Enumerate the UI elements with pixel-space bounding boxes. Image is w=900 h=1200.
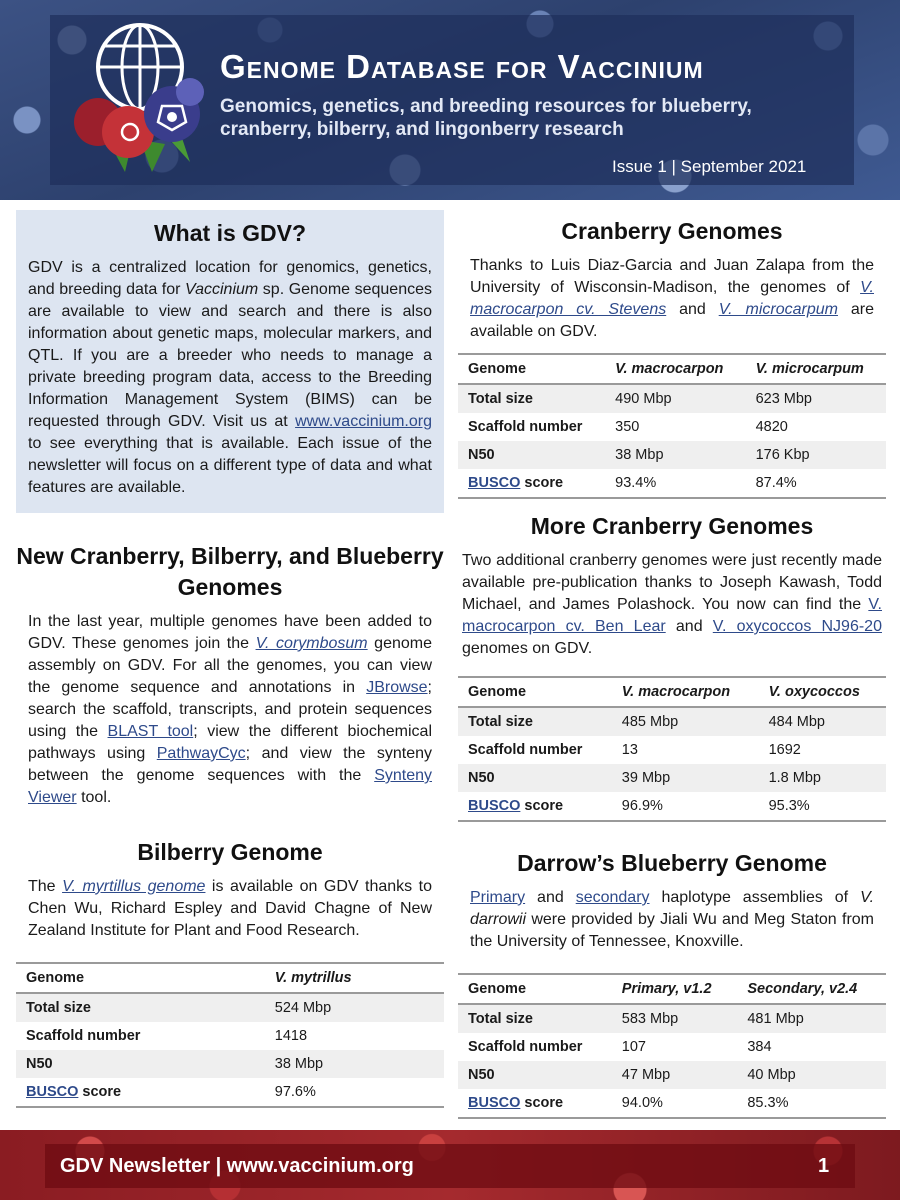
busco-link[interactable]: BUSCO	[468, 1095, 521, 1111]
issue-date: Issue 1 | September 2021	[612, 157, 807, 176]
page-title: Genome Database for Vaccinium	[220, 48, 704, 85]
page-subtitle: Genomics, genetics, and breeding resources for blueberry, cranberry, bilberry, and lingonberry research	[220, 96, 752, 140]
cranberry-heading: Cranberry Genomes	[561, 218, 783, 244]
bilberry-text: The V. myrtillus genome is available on GDV thanks to Chen Wu, Richard Espley and David Chagne of New Zealand Institute for Plant and Food Research.	[28, 878, 433, 939]
more-cranberry-text: Two additional cranberry genomes were just recently made available pre-publication thanks to Joseph Kawash, Todd Michael, and James Polashock. You now can find the V. macrocarpon cv. Ben Lear and V. oxycoccos NJ96-20 genomes on GDV.	[462, 552, 882, 657]
footer-banner	[0, 1130, 900, 1200]
bilberry-table	[16, 962, 444, 1108]
macrocarpon-ben-lear-link[interactable]: V. macrocarpon cv. Ben Lear	[462, 596, 882, 635]
secondary-link[interactable]: secondary	[575, 889, 650, 906]
synteny-viewer-link[interactable]: Synteny Viewer	[28, 767, 432, 806]
jbrowse-link[interactable]: JBrowse	[366, 679, 428, 696]
table-row: N50 39 Mbp 1.8 Mbp	[458, 764, 886, 792]
bilberry-heading: Bilberry Genome	[137, 839, 323, 865]
table-header-row: Genome Primary, v1.2 Secondary, v2.4	[458, 974, 886, 1004]
more-cranberry-heading: More Cranberry Genomes	[530, 513, 814, 539]
darrow-heading: Darrow’s Blueberry Genome	[517, 850, 827, 876]
table-row: N50 38 Mbp 176 Kbp	[458, 441, 886, 469]
table-row: BUSCO score 94.0% 85.3%	[458, 1089, 886, 1118]
primary-link[interactable]: Primary	[470, 889, 526, 906]
table-row: Total size 485 Mbp 484 Mbp	[458, 707, 886, 736]
table-header-row: Genome V. macrocarpon V. microcarpum	[458, 354, 886, 384]
cranberry-table	[458, 353, 886, 499]
busco-link[interactable]: BUSCO	[468, 475, 521, 491]
corymbosum-link[interactable]: V. corymbosum	[255, 635, 368, 652]
table-row: Total size 490 Mbp 623 Mbp	[458, 384, 886, 413]
table-row: Scaffold number 1418	[26, 1028, 308, 1044]
table-row: Scaffold number 107 384	[468, 1039, 772, 1055]
gdv-logo-icon	[70, 22, 210, 172]
right-column	[458, 210, 886, 1119]
table-row: Scaffold number 13 1692	[468, 742, 801, 758]
table-row: BUSCO score 97.6%	[16, 1078, 444, 1107]
table-row: N50 38 Mbp	[16, 1050, 444, 1078]
table-header-row: Genome V. macrocarpon V. oxycoccos	[458, 677, 886, 707]
oxycoccos-link[interactable]: V. oxycoccos NJ96-20	[712, 618, 882, 635]
table-row: Total size 583 Mbp 481 Mbp	[458, 1004, 886, 1033]
blast-tool-link[interactable]: BLAST tool	[107, 723, 194, 740]
busco-link[interactable]: BUSCO	[468, 798, 521, 814]
what-is-gdv-box	[16, 210, 444, 513]
table-row: BUSCO score 93.4% 87.4%	[458, 469, 886, 498]
microcarpum-link[interactable]: V. microcarpum	[718, 301, 838, 318]
left-column	[16, 210, 444, 1108]
table-row: Scaffold number 350 4820	[468, 419, 788, 435]
busco-link[interactable]: BUSCO	[26, 1084, 79, 1100]
table-row: N50 47 Mbp 40 Mbp	[458, 1061, 886, 1089]
darrow-text: Primary and secondary haplotype assemblies of V. darrowii were provided by Jiali Wu and Meg Staton from the University of Tennessee, Knoxville.	[470, 889, 875, 950]
what-is-gdv-text: GDV is a centralized location for genomics, genetics, and breeding data for Vaccinium sp. Genome sequences are available to view and search and there is also information about genetic maps, molecular markers, and QTL. If you are a breeder who needs to manage a private breeding program data, access to the Breeding Information Management System (BIMS) can be requested through GDV. Visit us at www.vaccinium.org to see everything that is available. Each issue of the newsletter will focus on a different type of data and what features are available.	[28, 259, 433, 496]
darrow-table	[458, 973, 886, 1119]
more-cranberry-table	[458, 676, 886, 822]
new-genomes-text: In the last year, multiple genomes have been added to GDV. These genomes join the V. corymbosum genome assembly on GDV. For all the genomes, you can view the genome sequence and annotations in JBrowse; search the scaffold, transcripts, and protein sequences using the BLAST tool; view the different biochemical pathways using PathwayCyc; and view the synteny between the genome sequences with the Synteny Viewer tool.	[28, 613, 433, 806]
vaccinium-link[interactable]: www.vaccinium.org	[295, 413, 432, 430]
new-genomes-heading: New Cranberry, Bilberry, and Blueberry Genomes	[16, 543, 444, 600]
page-number: 1	[818, 1155, 830, 1177]
header-banner	[0, 0, 900, 200]
myrtillus-genome-link[interactable]: V. myrtillus genome	[62, 878, 206, 895]
pathwaycyc-link[interactable]: PathwayCyc	[156, 745, 246, 762]
footer-text: GDV Newsletter | www.vaccinium.org	[60, 1155, 414, 1177]
table-row: Total size 524 Mbp	[16, 993, 444, 1022]
table-header-row: Genome V. mytrillus	[16, 963, 444, 993]
cranberry-text: Thanks to Luis Diaz-Garcia and Juan Zalapa from the University of Wisconsin-Madison, the genomes of V. macrocarpon cv. Stevens and V. microcarpum are available on GDV.	[470, 257, 874, 340]
macrocarpon-stevens-link[interactable]: V. macrocarpon cv. Stevens	[470, 279, 874, 318]
table-row: BUSCO score 96.9% 95.3%	[458, 792, 886, 821]
what-is-gdv-heading: What is GDV?	[153, 220, 307, 246]
